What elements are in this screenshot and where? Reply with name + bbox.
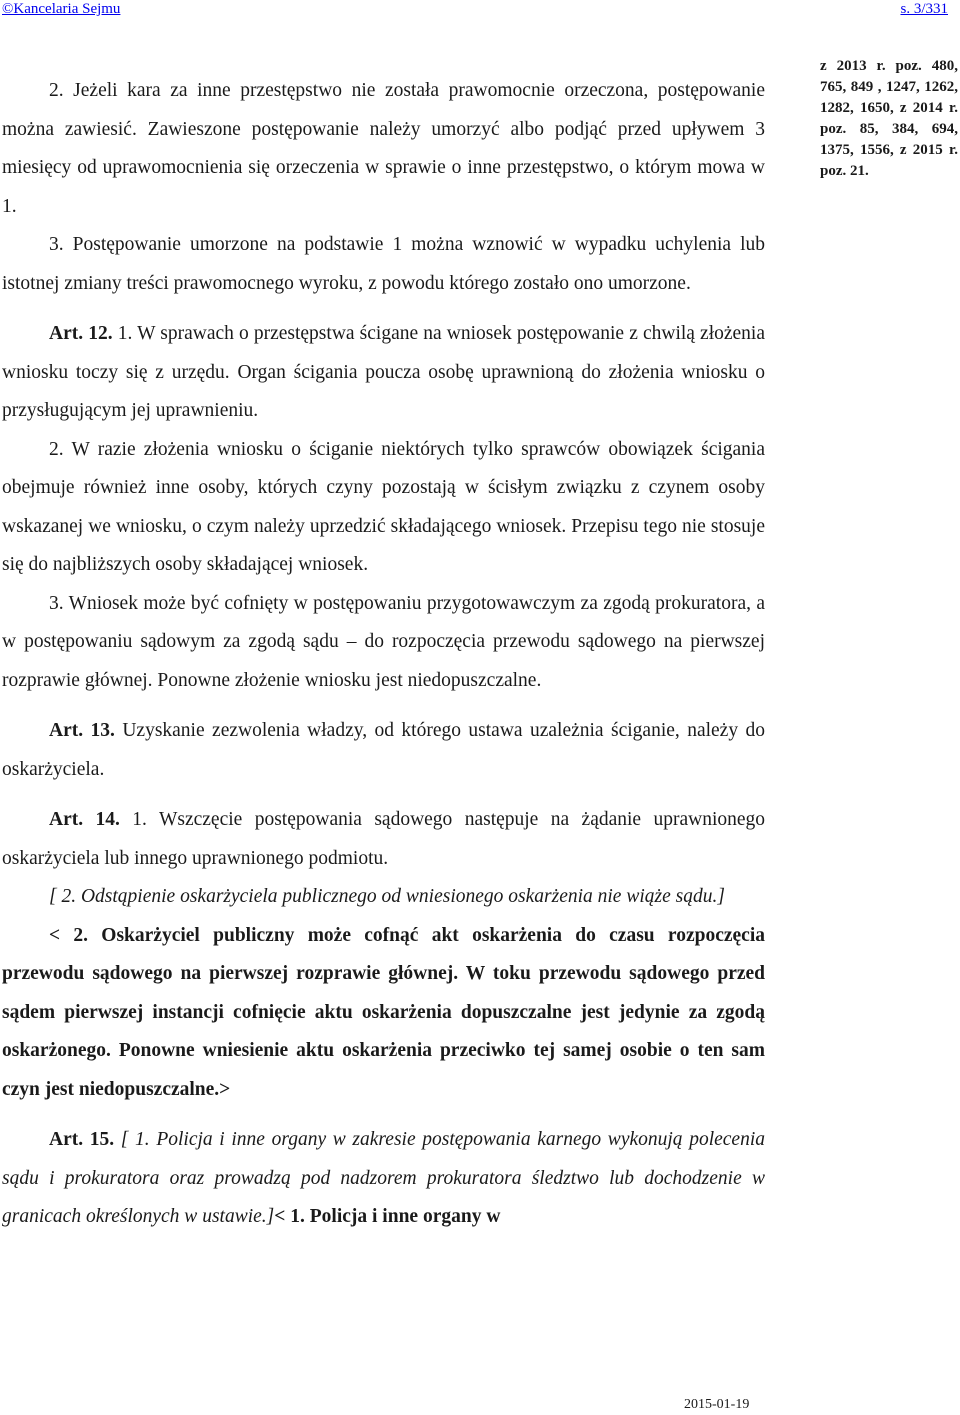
paragraph-3: 3. Postępowanie umorzone na podstawie 1 można wznowić w wypadku uchylenia lub istotnej zmiany treści prawomocnego wyroku, z powodu którego zostało ono umorzone. xyxy=(2,234,765,294)
article-15-p1-new: < 1. Policja i inne organy w xyxy=(274,1206,501,1227)
spacer xyxy=(2,700,765,712)
article-13-text: Uzyskanie zezwolenia władzy, od którego ustawa uzależnia ściganie, należy do oskarżyciela. xyxy=(2,720,766,780)
header-page-number[interactable] xyxy=(900,0,948,18)
article-15-p1-old: [ 1. Policja i inne organy w zakresie postępowania karnego wykonują polecenia sądu i prokuratora oraz prowadzą pod nadzorem prokuratora śledztwo lub dochodzenie w granicach określonych w ustawie.] xyxy=(2,1129,765,1227)
article-14-p1-text: 1. Wszczęcie postępowania sądowego następuje na żądanie uprawnionego oskarżyciela lub innego uprawnionego podmiotu. xyxy=(2,809,766,869)
article-13-number: Art. 13. xyxy=(49,720,115,741)
article-14-paragraph-1 xyxy=(2,801,765,878)
article-12-number: Art. 12. xyxy=(49,323,113,344)
article-14-number: Art. 14. xyxy=(49,809,120,830)
article-12-paragraph-3: 3. Wniosek może być cofnięty w postępowaniu przygotowawczym za zgodą prokuratora, a w postępowaniu sądowym za zgodą sądu – do rozpoczęcia przewodu sądowego na pierwszej rozprawie głównej. Ponowne złożenie wniosku jest niedopuszczalne. xyxy=(2,592,765,691)
article-14-paragraph-2-old: [ 2. Odstąpienie oskarżyciela publicznego od wniesionego oskarżenia nie wiąże sądu.] xyxy=(49,886,725,907)
paragraph-2: 2. Jeżeli kara za inne przestępstwo nie została prawomocnie orzeczona, postępowanie można zawiesić. Zawieszone postępowanie należy umorzyć albo podjąć przed upływem 3 miesięcy od uprawomocnienia się orzeczenia w sprawie o inne przestępstwo, o którym mowa w 1. xyxy=(2,80,765,217)
copyright-link[interactable]: ©Kancelaria Sejmu xyxy=(2,1,121,17)
footer-date: 2015-01-19 xyxy=(684,1397,750,1412)
article-15-number: Art. 15. xyxy=(49,1129,115,1150)
article-12-paragraph-1 xyxy=(2,315,765,431)
spacer xyxy=(2,789,765,801)
article-12-paragraph-2: 2. W razie złożenia wniosku o ściganie niektórych tylko sprawców obowiązek ścigania obejmuje również inne osoby, których czyny pozostają w ścisłym związku z czynem osoby wskazanej we wniosku, o czym należy uprzedzić składającego wniosek. Przepisu tego nie stosuje się do najbliższych osoby składającej wniosek. xyxy=(2,438,765,575)
article-13 xyxy=(2,712,765,789)
spacer xyxy=(2,1109,765,1121)
amendment-side-note: z 2013 r. poz. 480, 765, 849 , 1247, 1262, 1282, 1650, z 2014 r. poz. 85, 384, 694, 1375, 1556, z 2015 r. poz. 21. xyxy=(820,58,958,179)
article-12-p1-text: 1. W sprawach o przestępstwa ścigane na wniosek postępowanie z chwilą złożenia wniosku toczy się z urzędu. Organ ścigania poucza osobę uprawnioną do złożenia wniosku o przysługującym jej uprawnieniu. xyxy=(2,323,765,421)
header-copyright[interactable] xyxy=(2,0,120,18)
article-15-paragraph-1 xyxy=(2,1121,765,1237)
spacer xyxy=(2,303,765,315)
document-body xyxy=(2,72,765,1237)
article-14-paragraph-2-new: < 2. Oskarżyciel publiczny może cofnąć akt oskarżenia do czasu rozpoczęcia przewodu sądowego na pierwszej rozprawie głównej. W toku przewodu sądowego przed sądem pierwszej instancji cofnięcie aktu oskarżenia dopuszczalne jest jedynie za zgodą oskarżonego. Ponowne wniesienie aktu oskarżenia przeciwko tej samej osobie o ten sam czyn jest niedopuszczalne.> xyxy=(2,924,765,1100)
page-number-link[interactable]: s. 3/331 xyxy=(900,1,948,17)
